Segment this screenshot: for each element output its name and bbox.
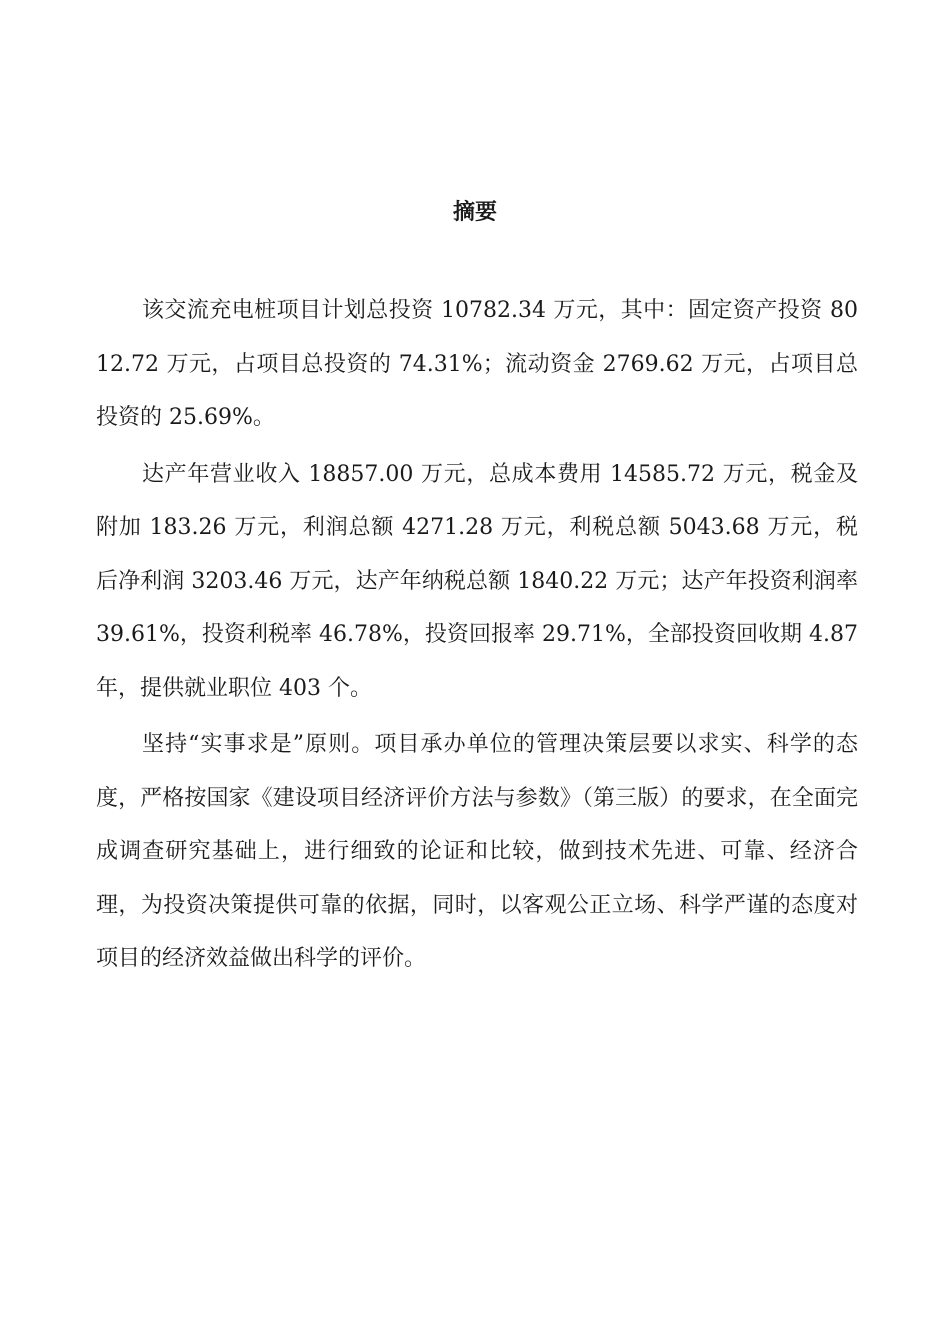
page-title: 摘要 [452, 200, 497, 225]
document-body [96, 284, 858, 989]
paragraph-financials: 达产年营业收入 18857.00 万元，总成本费用 14585.72 万元，税金及附加 183.26 万元，利润总额 4271.28 万元，利税总额 5043.68 万元，税后净利润 3203.46 万元，达产年纳税总额 1840.22 万元；达产年投资利润率 39.61%，投资利税率 46.78%，投资回报率 29.71%，全部投资回收期 4.87 年，提供就业职位 403 个。 [96, 461, 858, 701]
paragraph-principles: 坚持“实事求是”原则。项目承办单位的管理决策层要以求实、科学的态度，严格按国家《建设项目经济评价方法与参数》（第三版）的要求，在全面完成调查研究基础上，进行细致的论证和比较，做到技术先进、可靠、经济合理，为投资决策提供可靠的依据，同时，以客观公正立场、科学严谨的态度对项目的经济效益做出科学的评价。 [96, 732, 858, 971]
paragraph-investment: 该交流充电桩项目计划总投资 10782.34 万元，其中：固定资产投资 8012.72 万元，占项目总投资的 74.31%；流动资金 2769.62 万元，占项目总投资的 25.69%。 [96, 298, 858, 430]
